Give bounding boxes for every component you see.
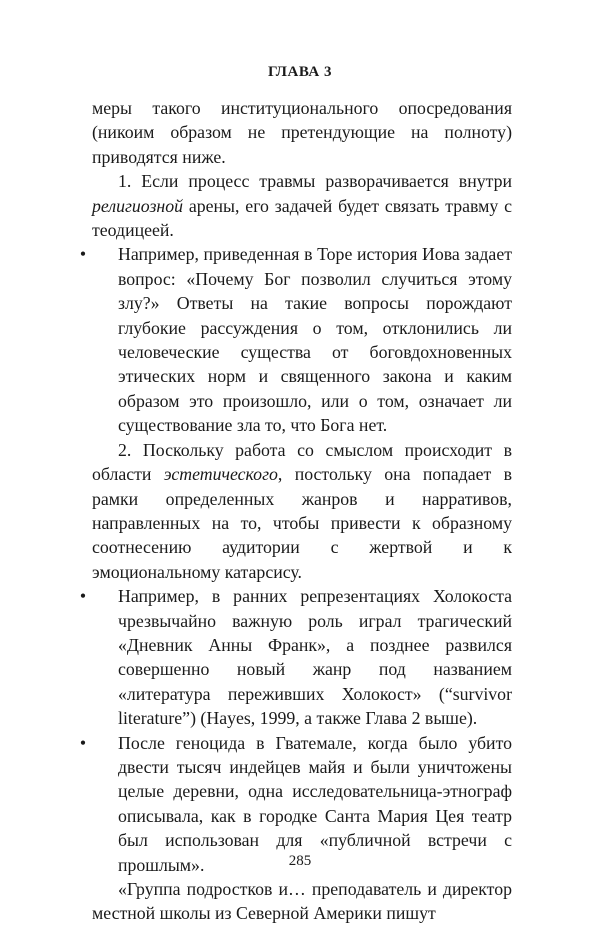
paragraph-numbered-1 bbox=[92, 169, 512, 242]
bullet-item-job bbox=[79, 242, 512, 437]
paragraph-text: 1. Если процесс травмы разворачивается внутри bbox=[118, 171, 512, 192]
paragraph-numbered-2 bbox=[92, 438, 512, 584]
bullet-text: Например, приведенная в Торе история Иова задает вопрос: «Почему Бог позволил случиться этому злу?» Ответы на такие вопросы порождают глубокие рассуждения о том, отклонились ли человеческие существа от боговдохновенных этических норм и священного закона и каким образом это произошло, или о том, означает ли существование зла то, что Бога нет. bbox=[118, 244, 512, 436]
paragraph-text: 2. Поскольку работа со смыслом происходит в области bbox=[92, 439, 512, 485]
paragraph-continuation: меры такого институционального опосредования (никоим образом не претендующие на полноту) приводятся ниже. bbox=[92, 98, 512, 167]
bullet-dot-icon: • bbox=[79, 586, 87, 607]
page-number: 285 bbox=[288, 853, 312, 869]
bullet-text: После геноцида в Гватемале, когда было убито двести тысяч индейцев майя и были уничтожены целые деревни, одна исследовательница-этнограф описывала, как в городке Санта Мария Цея театр был использован для «публичной встречи с прошлым». bbox=[118, 732, 512, 875]
emphasis-aesthetic: эстетического bbox=[163, 464, 278, 485]
paragraph-text: арены, его задачей будет связать травму с теодицеей. bbox=[92, 195, 512, 241]
bullet-item-holocaust bbox=[79, 584, 512, 730]
paragraph-text: , постольку она попадает в рамки определенных жанров и нарративов, направленных на то, чтобы привести к образному соотнесению аудитории с жертвой и к эмоциональному катарсису. bbox=[92, 464, 512, 582]
bullet-dot-icon: • bbox=[79, 244, 87, 265]
bullet-dot-icon: • bbox=[79, 732, 87, 753]
emphasis-religious: религиозной bbox=[92, 195, 184, 216]
bullet-text: Например, в ранних репрезентациях Холокоста чрезвычайно важную роль играл трагический «Дневник Анны Франк», а позднее развился совершенно новый жанр под названием «литература переживших Холокост» (“survivor literature”) (Hayes, 1999, а также Глава 2 выше). bbox=[118, 586, 512, 729]
running-head: ГЛАВА 3 bbox=[268, 64, 332, 80]
paragraph-quote: «Группа подростков и… преподаватель и директор местной школы из Северной Америки пишут bbox=[92, 879, 512, 924]
body-text bbox=[79, 96, 512, 926]
